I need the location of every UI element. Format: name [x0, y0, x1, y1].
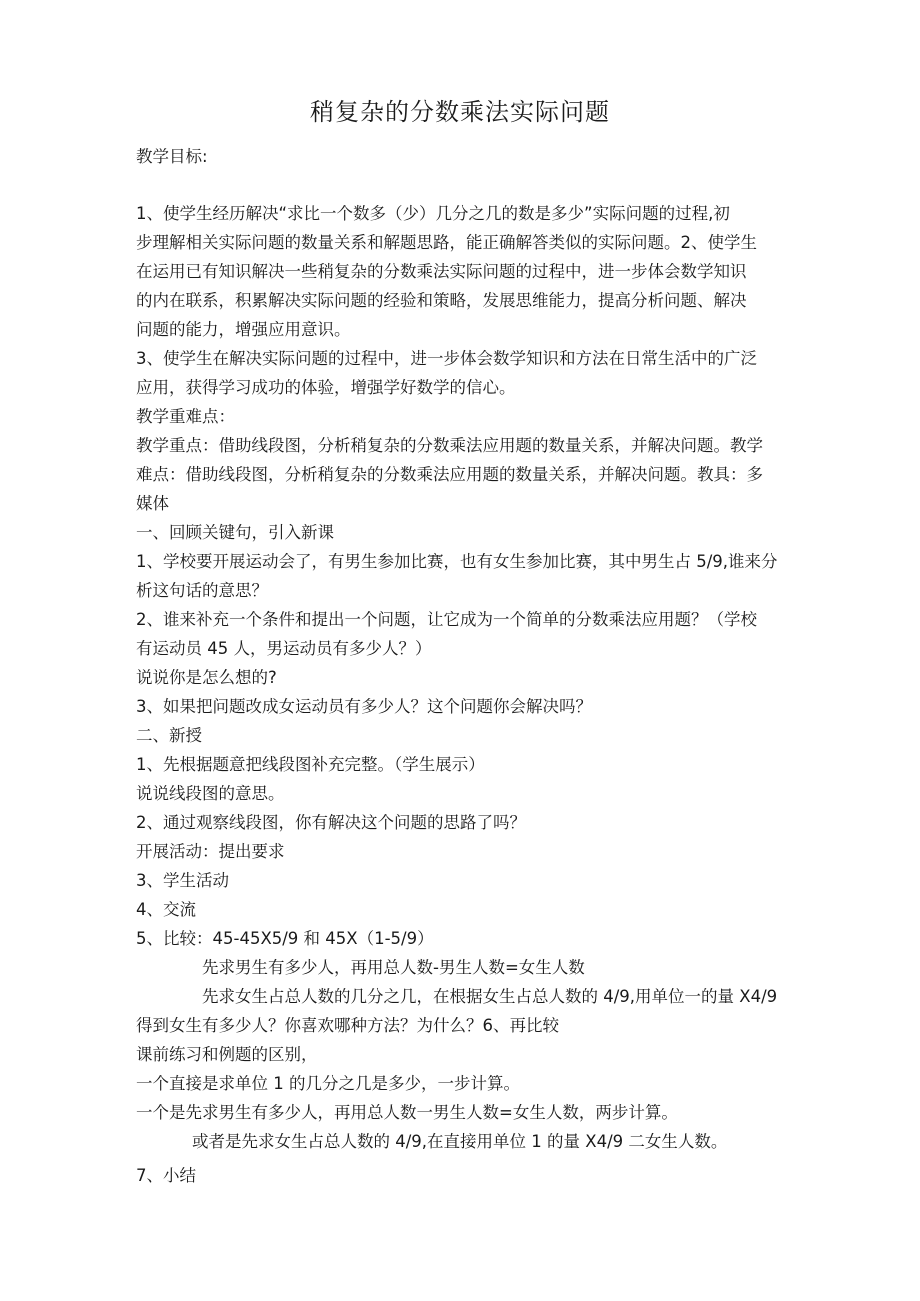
- text-line: 7、小结: [136, 1166, 196, 1185]
- text-line: 问题的能力，增强应用意识。: [136, 320, 351, 339]
- text-line: 5、比较：45-45X5/9 和 45X（1-5/9）: [136, 929, 434, 948]
- text-line: 析这句话的意思？: [136, 581, 268, 600]
- text-line: 在运用已有知识解决一些稍复杂的分数乘法实际问题的过程中，进一步体会数学知识: [136, 262, 747, 281]
- text-line: 一个是先求男生有多少人，再用总人数一男生人数=女生人数，两步计算。: [136, 1103, 678, 1122]
- text-line: 媒体: [136, 494, 169, 513]
- text-line: 3、使学生在解决实际问题的过程中，进一步体会数学知识和方法在日常生活中的广泛: [136, 349, 757, 368]
- text-line: 步理解相关实际问题的数量关系和解题思路，能正确解答类似的实际问题。2、使学生: [136, 233, 757, 252]
- text-line: 有运动员 45 人，男运动员有多少人？）: [136, 639, 432, 658]
- text-line: 课前练习和例题的区别，: [136, 1045, 318, 1064]
- text-line: 先求女生占总人数的几分之几，在根据女生占总人数的 4/9,用单位一的量 X4/9: [202, 987, 778, 1006]
- text-line: 3、如果把问题改成女运动员有多少人？这个问题你会解决吗？: [136, 697, 592, 716]
- text-line: 2、通过观察线段图，你有解决这个问题的思路了吗？: [136, 813, 526, 832]
- text-line: 一个直接是求单位 1 的几分之几是多少，一步计算。: [136, 1074, 520, 1093]
- document-title: 稍复杂的分数乘法实际问题: [310, 98, 610, 126]
- text-line: 或者是先求女生占总人数的 4/9,在直接用单位 1 的量 X4/9 二女生人数。: [192, 1132, 728, 1151]
- text-line: 3、学生活动: [136, 871, 229, 890]
- text-line: 开展活动：提出要求: [136, 842, 285, 861]
- text-line: 教学重难点：: [136, 407, 235, 426]
- text-line: 先求男生有多少人，再用总人数-男生人数=女生人数: [202, 958, 585, 977]
- text-line: 难点：借助线段图，分析稍复杂的分数乘法应用题的数量关系，并解决问题。教具：多: [136, 465, 763, 484]
- text-line: 教学目标:: [136, 147, 208, 166]
- section-heading: 一、回顾关键句，引入新课: [136, 523, 334, 542]
- text-line: 得到女生有多少人？你喜欢哪种方法？为什么？6、再比较: [136, 1016, 559, 1035]
- section-heading: 二、新授: [136, 726, 202, 745]
- text-line: 1、学校要开展运动会了，有男生参加比赛，也有女生参加比赛，其中男生占 5/9,谁来分: [136, 552, 778, 571]
- text-line: 1、先根据题意把线段图补充完整。（学生展示）: [136, 755, 485, 774]
- text-line: 教学重点：借助线段图，分析稍复杂的分数乘法应用题的数量关系，并解决问题。教学: [136, 436, 763, 455]
- text-line: 的内在联系，积累解决实际问题的经验和策略，发展思维能力，提高分析问题、解决: [136, 291, 747, 310]
- text-line: 1、使学生经历解决“求比一个数多（少）几分之几的数是多少”实际问题的过程,初: [136, 204, 730, 223]
- text-line: 2、谁来补充一个条件和提出一个问题，让它成为一个简单的分数乘法应用题？（学校: [136, 610, 757, 629]
- text-line: 应用，获得学习成功的体验，增强学好数学的信心。: [136, 378, 516, 397]
- text-line: 4、交流: [136, 900, 196, 919]
- text-line: 说说你是怎么想的?: [136, 668, 277, 687]
- text-line: 说说线段图的意思。: [136, 784, 285, 803]
